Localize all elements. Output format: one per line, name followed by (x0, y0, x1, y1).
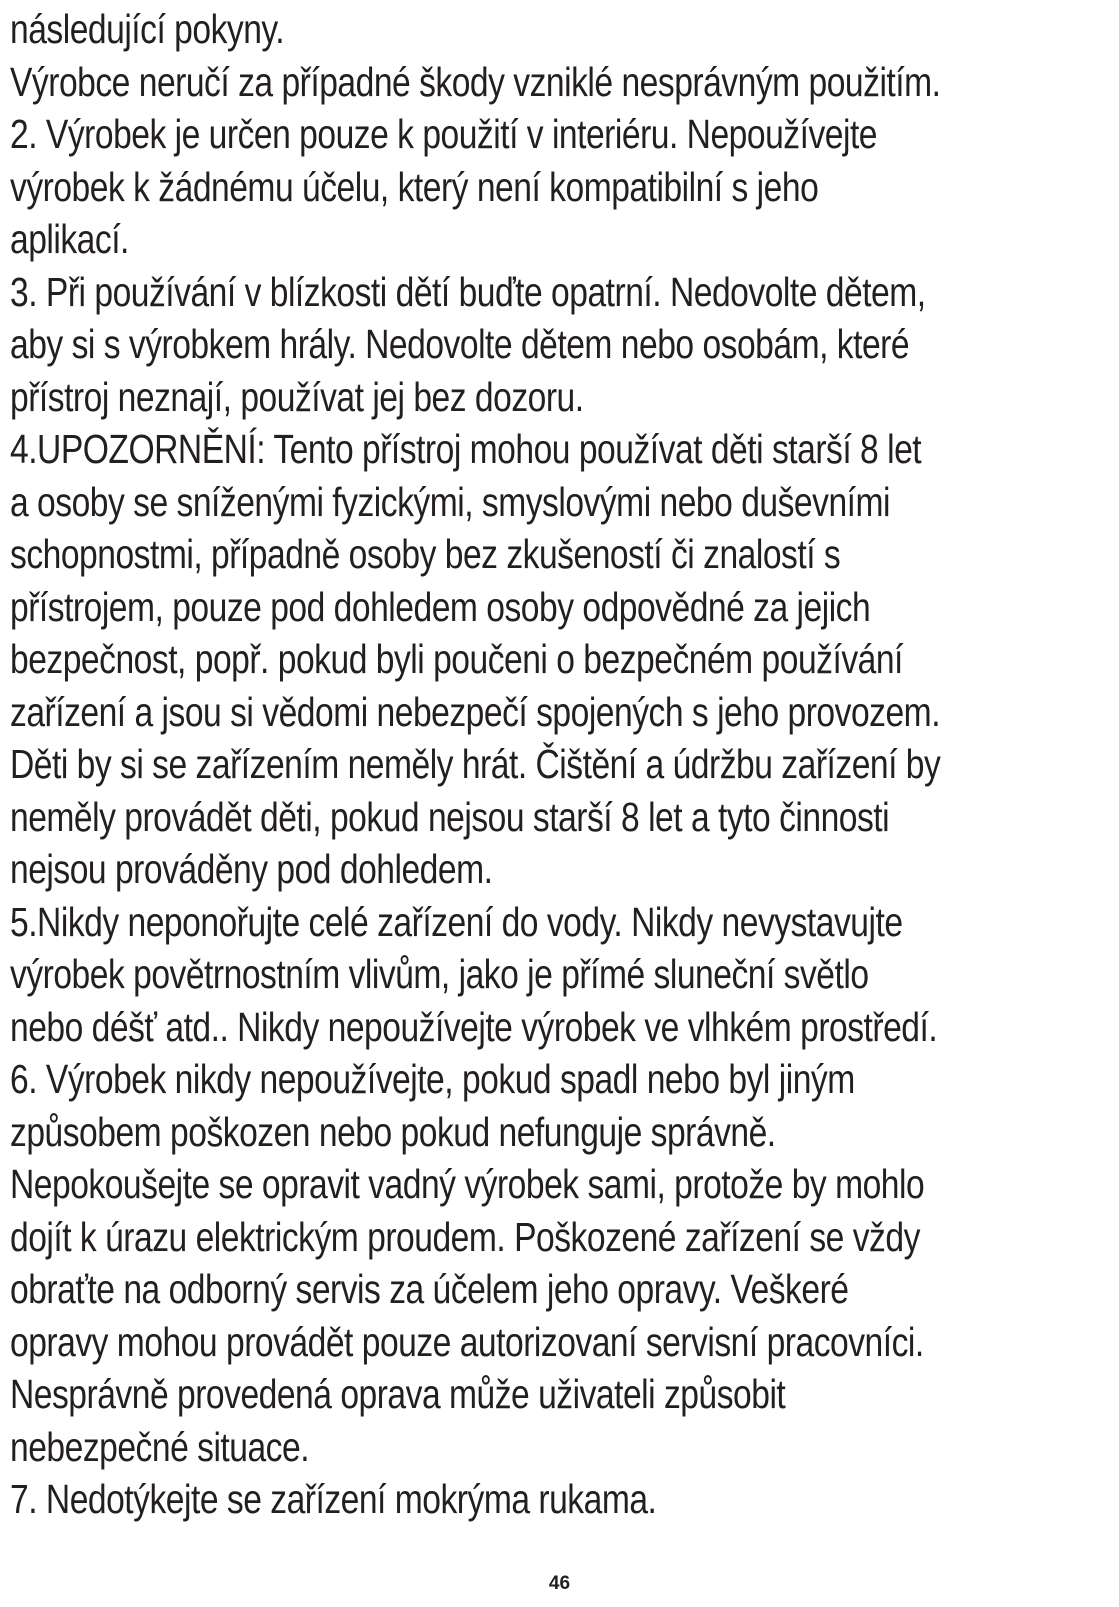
instructions-text (10, 3, 1115, 1526)
text-line: schopnostmi, případně osoby bez zkušeností či znalostí s (10, 531, 841, 577)
text-line: a osoby se sníženými fyzickými, smyslovými nebo duševními (10, 478, 891, 525)
text-line: 6. Výrobek nikdy nepoužívejte, pokud spadl nebo byl jiným (10, 1056, 855, 1102)
text-line: neměly provádět děti, pokud nejsou starší 8 let a tyto činnosti (10, 793, 890, 840)
text-line: aplikací. (10, 216, 129, 262)
text-line: nejsou prováděny pod dohledem. (10, 846, 493, 892)
text-line: obraťte na odborný servis za účelem jeho opravy. Veškeré (10, 1266, 849, 1312)
text-line: Nesprávně provedená oprava může uživateli způsobit (10, 1371, 786, 1417)
text-line: přístroj neznají, používat jej bez dozoru. (10, 373, 584, 420)
text-line: dojít k úrazu elektrickým proudem. Poškozené zařízení se vždy (10, 1213, 920, 1260)
text-line: 3. Při používání v blízkosti dětí buďte opatrní. Nedovolte dětem, (10, 268, 926, 315)
text-line: výrobek povětrnostním vlivům, jako je přímé sluneční světlo (10, 951, 869, 997)
text-line: přístrojem, pouze pod dohledem osoby odpovědné za jejich (10, 583, 871, 630)
text-line: 7. Nedotýkejte se zařízení mokrýma rukama. (10, 1476, 657, 1522)
text-line: 4.UPOZORNĚNÍ: Tento přístroj mohou používat děti starší 8 let (10, 426, 922, 472)
text-line: zařízení a jsou si vědomi nebezpečí spojených s jeho provozem. (10, 688, 941, 735)
text-line: nebo déšť atd.. Nikdy nepoužívejte výrobek ve vlhkém prostředí. (10, 1003, 938, 1050)
text-line: opravy mohou provádět pouze autorizovaní servisní pracovníci. (10, 1318, 924, 1365)
text-line: 5.Nikdy neponořujte celé zařízení do vody. Nikdy nevystavujte (10, 898, 903, 945)
text-line: následující pokyny. (10, 6, 285, 52)
text-line: Děti by si se zařízením neměly hrát. Čištění a údržbu zařízení by (10, 741, 941, 787)
text-line: 2. Výrobek je určen pouze k použití v interiéru. Nepoužívejte (10, 111, 878, 157)
text-line: Nepokoušejte se opravit vadný výrobek sami, protože by mohlo (10, 1161, 925, 1207)
text-line: způsobem poškozen nebo pokud nefunguje správně. (10, 1108, 776, 1155)
text-line: výrobek k žádnému účelu, který není kompatibilní s jeho (10, 163, 819, 210)
page-number: 46 (548, 1573, 571, 1594)
text-line: aby si s výrobkem hrály. Nedovolte dětem nebo osobám, které (10, 321, 910, 367)
text-line: nebezpečné situace. (10, 1423, 310, 1470)
text-line: Výrobce neručí za případné škody vzniklé nesprávným použitím. (10, 58, 941, 105)
text-line: bezpečnost, popř. pokud byli poučeni o bezpečném používání (10, 636, 903, 682)
